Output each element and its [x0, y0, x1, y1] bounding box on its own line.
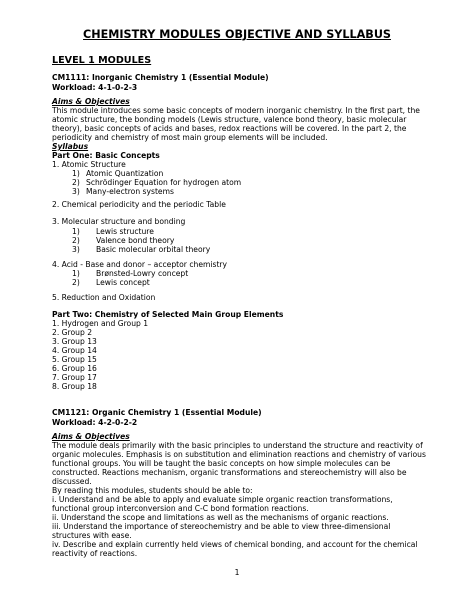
module2-aims-line: By reading this modules, students should be able to: [52, 486, 253, 495]
module2-aims-heading: Aims & Objectives [52, 432, 130, 441]
module2-aims-line: ii. Understand the scope and limitations as well as the mechanisms of organic reactions. [52, 513, 389, 522]
syllabus-heading: Syllabus [52, 142, 89, 151]
module2-aims-line: structures with ease. [52, 531, 132, 540]
module2-aims-line: iv. Describe and explain currently held views of chemical bonding, and account for the chemical [52, 540, 418, 549]
sub-list-item: 2) Schrödinger Equation for hydrogen atom [72, 178, 242, 187]
module1-aims-heading: Aims & Objectives [52, 97, 130, 106]
page-number: 1 [234, 568, 240, 577]
sub-list-item: 1) Lewis structure [72, 227, 154, 236]
list-item: 8. Group 18 [52, 382, 97, 391]
module2-aims-line: functional group interconversion and C-C bond formation reactions. [52, 504, 309, 513]
list-item: 3. Molecular structure and bonding [52, 217, 186, 226]
list-item: 4. Acid - Base and donor – acceptor chemistry [52, 260, 228, 269]
module1-title: CM1111: Inorganic Chemistry 1 (Essential Module) [52, 73, 269, 82]
module2-aims-line: iii. Understand the importance of stereochemistry and be able to view three-dimensional [52, 522, 391, 531]
list-item: 1. Hydrogen and Group 1 [52, 319, 149, 328]
module2-aims-line: i. Understand and be able to apply and evaluate simple organic reaction transformations, [52, 495, 393, 504]
list-item: 3. Group 13 [52, 337, 97, 346]
module2-aims-line: organic molecules. Emphasis is on substitution and elimination reactions and chemistry of various [52, 450, 426, 459]
list-item: 1. Atomic Structure [52, 160, 126, 169]
sub-list-item: 3) Basic molecular orbital theory [72, 245, 211, 254]
sub-list-item: 1) Brønsted-Lowry concept [72, 269, 189, 278]
module2-aims-line: discussed. [52, 477, 92, 486]
sub-list-item: 1) Atomic Quantization [72, 169, 164, 178]
level-heading: LEVEL 1 MODULES [52, 55, 152, 66]
list-item: 7. Group 17 [52, 373, 97, 382]
module1-aims-line: theory), basic concepts of acids and bases, redox reactions will be covered. In the part 2, the [52, 124, 407, 133]
module1-workload: Workload: 4-1-0-2-3 [52, 83, 138, 92]
list-item: 4. Group 14 [52, 346, 97, 355]
module1-aims-line: This module introduces some basic concepts of modern inorganic chemistry. In the first part, the [52, 106, 420, 115]
module2-aims-line: constructed. Reactions mechanism, organic transformations and stereochemistry will also be [52, 468, 407, 477]
list-item: 6. Group 16 [52, 364, 97, 373]
module1-aims-line: periodicity and chemistry of most main group elements will be included. [52, 133, 328, 142]
list-item: 2. Group 2 [52, 328, 93, 337]
module2-aims-line: The module deals primarily with the basic principles to understand the structure and reactivity of [52, 441, 423, 450]
module2-workload: Workload: 4-2-0-2-2 [52, 418, 138, 427]
sub-list-item: 2) Valence bond theory [72, 236, 175, 245]
list-item: 2. Chemical periodicity and the periodic Table [52, 200, 226, 209]
sub-list-item: 2) Lewis concept [72, 278, 150, 287]
module2-aims-line: functional groups. You will be taught the basic concepts on how simple molecules can be [52, 459, 391, 468]
part-one-heading: Part One: Basic Concepts [52, 151, 160, 160]
list-item: 5. Reduction and Oxidation [52, 293, 156, 302]
module2-aims-line: reactivity of reactions. [52, 549, 138, 558]
module1-aims-line: atomic structure, the bonding models (Lewis structure, valence bond theory, basic molecular [52, 115, 407, 124]
part-two-heading: Part Two: Chemistry of Selected Main Group Elements [52, 310, 284, 319]
list-item: 5. Group 15 [52, 355, 97, 364]
sub-list-item: 3) Many-electron systems [72, 187, 174, 196]
module2-title: CM1121: Organic Chemistry 1 (Essential Module) [52, 408, 262, 417]
page-title: CHEMISTRY MODULES OBJECTIVE AND SYLLABUS [83, 28, 391, 41]
